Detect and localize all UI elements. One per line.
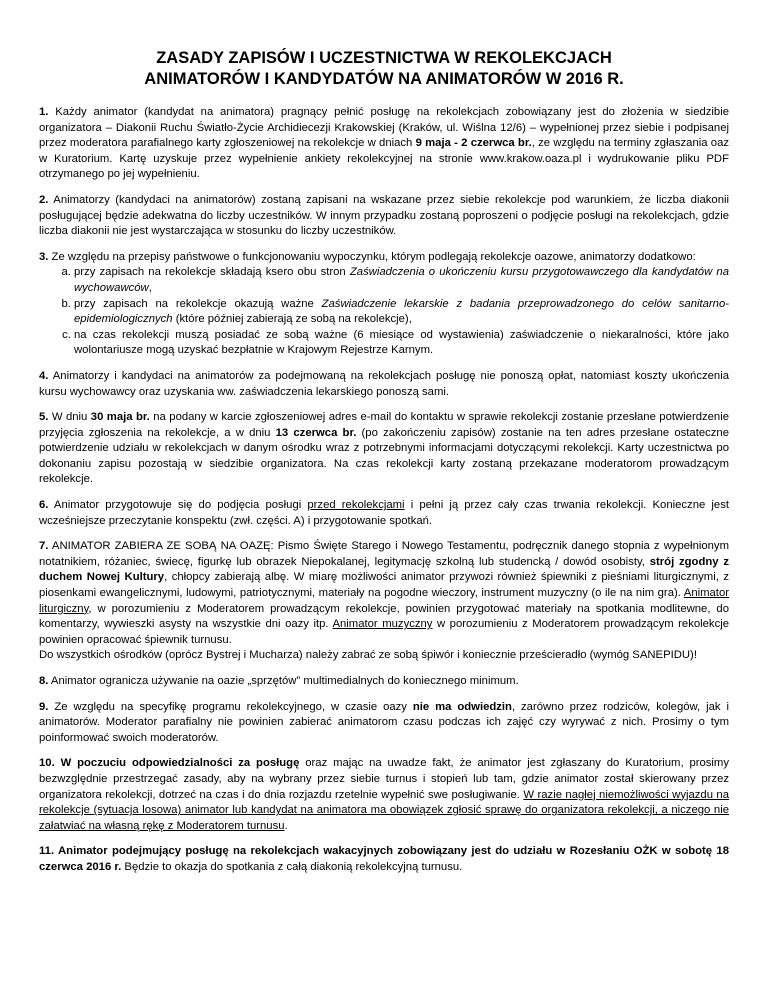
list-item-b <box>74 297 729 328</box>
bold-text: strój zgodny z duchem Nowej Kultury <box>39 555 729 584</box>
rule-text: , zarówno przez rodziców, kolegów, jak i animatorów. Moderator parafialny nie powinien zabierać animatorom czasu podczas ich zajęć czy wyrywać z nich. Prosimy o tym poinformować swoich moderatorów. <box>39 700 729 744</box>
rule-number: 6. <box>39 499 49 512</box>
list-item-c <box>74 328 729 359</box>
rule-text: , chłopcy zabierają albę. W miarę możliwości animator przywozi również śpiewniki z pieśniami liturgicznymi, z piosenkami ewangelicznymi, ludowymi, patriotycznymi, materiały na pogodne wieczory, instrument muzyczny (o ile na nim gra). <box>39 571 729 600</box>
rule-2 <box>39 193 729 240</box>
role-liturgical: Animator liturgiczny <box>39 587 729 615</box>
rule-text: w porozumieniu z Moderatorem prowadzącym rekolekcje powinien opracować śpiewnik turnusu. <box>39 618 730 646</box>
rule-text: Animatorzy i kandydaci na animatorów za podejmowaną na rekolekcjach posługę nie ponoszą opłat, natomiast koszty ukończenia kursu wychowawcy oraz uzyskania ww. zaświadczenia lekarskiego ponoszą sami. <box>39 369 729 398</box>
underlined-text: przed rekolekcjami <box>307 499 405 512</box>
rule-9 <box>39 700 729 747</box>
rule-5 <box>39 410 729 488</box>
underlined-text: W razie nagłej niemożliwości wyjazdu na rekolekcje (sytuacja losowa) animator lub kandydat na animatora ma obowiązek zgłosić sprawę do organizatora rekolekcji, a niczego nie załatwiać na własną rękę z Moderatorem turnusu <box>39 788 729 832</box>
rule-text: . <box>284 819 288 832</box>
item-text: przy zapisach na rekolekcje składają ksero obu stron <box>74 266 350 279</box>
rule-1 <box>39 105 729 183</box>
item-text: , <box>148 281 152 294</box>
rule-text: oraz mając na uwadze fakt, że animator jest zgłaszany do Kuratorium, prosimy bezwzględnie przestrzegać zasady, aby na wybrany przez siebie turnus i stopień lub tam, gdzie animator został skierowany przez organizatora rekolekcji, dotrzeć na czas i do dnia rozjazdu rzetelnie wypełnić swe posługiwanie. <box>39 757 729 801</box>
rule-6 <box>39 498 729 529</box>
rule-text: Każdy animator (kandydat na animatora) pragnący pełnić posługę na rekolekcjach zobowiązany jest do złożenia w siedzibie organizatora – Diakonii Ruchu Światło-Życie Archidiecezji Krakowskiej (Kraków, ul. Wiślna 12/6) – wypełnionej przez siebie i podpisanej przez moderatora parafialnego karty zgłoszeniowej na rekolekcje w dniach <box>39 106 729 150</box>
rule-number: 9. <box>39 700 49 713</box>
date-highlight: 30 maja br. <box>90 411 150 424</box>
rule-10 <box>39 756 729 834</box>
rule-text: ANIMATOR ZABIERA ZE SOBĄ NA OAZĘ: Pismo Święte Starego i Nowego Testamentu, podręcznik danego stopnia z wypełnionym notatnikiem, różaniec, świecę, figurkę lub obrazek Niepokalanej, legitymację szkolną lub studencką / dowód osobisty, <box>39 540 729 568</box>
rule-number: 7. <box>39 540 49 553</box>
rule-text: , w porozumieniu z Moderatorem prowadzącym rekolekcje, powinien przygotować materiały na spotkania modlitewne, do komentarzy, wywieszki asysty na wszystkie dni oazy itp. <box>39 602 729 631</box>
rule-number: 10. <box>39 757 55 770</box>
rule-text: na podany w karcie zgłoszeniowej adres e-mail do kontaktu w sprawie rekolekcji zostanie przesłane potwierdzenie przyjęcia zgłoszenia na rekolekcje, a w dniu <box>39 411 730 439</box>
rule-text: , ze względu na terminy zgłaszania oaz w Kuratorium. Kartę uzyskuje przez wypełnienie ankiety rekolekcyjnej na stronie www.krakow.oaza.pl i wydrukowanie pliku PDF otrzymanego po jej wypełnieniu. <box>39 137 730 181</box>
rule-7-note: Do wszystkich ośrodków (oprócz Bystrej i Mucharza) należy zabrać ze sobą śpiwór i koniecznie prześcieradło (wymóg SANEPIDU)! <box>39 649 697 662</box>
rule-text: Animator ogranicza używanie na oazie „sprzętów” multimedialnych do koniecznego minimum. <box>48 675 519 687</box>
rule-text: Animatorzy (kandydaci na animatorów) zostaną zapisani na wskazane przez siebie rekolekcje pod warunkiem, że liczba diakonii posługującej będzie adekwatna do liczby uczestników. W innym przypadku zostaną poproszeni o podjęcie posługi na rekolekcjach, gdzie liczba diakonii nie jest wystarczająca w stosunku do liczby uczestników. <box>39 193 729 238</box>
rule-7 <box>39 539 729 664</box>
title-line-1: ZASADY ZAPISÓW I UCZESTNICTWA W REKOLEKCJACH <box>156 49 612 67</box>
item-text: na czas rekolekcji muszą posiadać ze sobą ważne (6 miesiące od wystawienia) zaświadczenie o niekaralności, które jako wolontariusze mogą uzyskać bezpłatnie w Krajowym Rejestrze Karnym. <box>74 328 729 357</box>
rule-number: 3. <box>39 250 49 263</box>
rule-text: (po zakończeniu zapisów) zostanie na ten adres przesłane ostateczne potwierdzenie udziału w rekolekcjach w danym ośrodku wraz z potrzebnymi informacjami dotyczącymi rekolekcji. Karty uczestnictwa po dokonaniu zapisu pozostają w siedzibie organizatora. Na czas rekolekcji karty zostaną przekazane moderatorom prowadzącym rekolekcje. <box>39 426 729 486</box>
rule-text: i pełni ją przez cały czas trwania rekolekcji. Konieczne jest wcześniejsze przeczytanie konspektu (zwł. części. A) i przygotowanie spotkań. <box>39 499 729 527</box>
document-name: Zaświadczenie lekarskie z badania przeprowadzonego do celów sanitarno-epidemiologicznych <box>74 297 729 326</box>
rule-number: 2. <box>39 193 49 206</box>
rule-4 <box>39 369 729 400</box>
rule-3 <box>39 250 729 359</box>
date-range: 9 maja - 2 czerwca br. <box>415 137 532 150</box>
rule-number: 5. <box>39 411 49 424</box>
bold-text: W poczuciu odpowiedzialności za posługę <box>54 757 300 770</box>
rule-number: 8. <box>39 675 49 687</box>
role-musical: Animator muzyczny <box>332 618 433 631</box>
rule-number: 4. <box>39 369 49 382</box>
rule-3-list <box>39 265 729 359</box>
list-item-a <box>74 265 729 296</box>
title-line-2: ANIMATORÓW I KANDYDATÓW NA ANIMATORÓW W 2016 R. <box>144 70 624 88</box>
rule-11 <box>39 844 729 875</box>
rule-text: Ze względu na przepisy państwowe o funkcjonowaniu wypoczynku, którym podlegają rekolekcje oazowe, animatorzy dodatkowo: <box>48 250 696 263</box>
item-text: przy zapisach na rekolekcje okazują ważne <box>74 297 322 310</box>
rule-text: Będzie to okazja do spotkania z całą diakonią rekolekcyjną turnusu. <box>121 860 463 873</box>
rule-number: 11. <box>39 845 55 858</box>
rule-text: Ze względu na specyfikę programu rekolekcyjnego, w czasie oazy <box>48 700 413 713</box>
rule-number: 1. <box>39 106 49 118</box>
document-name: Zaświadczenia o ukończeniu kursu przygotowawczego dla kandydatów na wychowawców <box>74 266 729 294</box>
rule-text: W dniu <box>48 411 91 424</box>
rule-text: Animator przygotowuje się do podjęcia posługi <box>48 499 308 512</box>
bold-text: nie ma odwiedzin <box>412 700 512 713</box>
item-text: (które później zabierają ze sobą na rekolekcje), <box>172 313 412 326</box>
bold-text: Animator podejmujący posługę na rekolekcjach wakacyjnych zobowiązany jest do udziału w Rozesłaniu OŻK w sobotę 18 czerwca 2016 r. <box>39 845 729 873</box>
date-highlight: 13 czerwca br. <box>275 426 357 439</box>
rule-8 <box>39 674 729 690</box>
document-title <box>39 48 729 90</box>
